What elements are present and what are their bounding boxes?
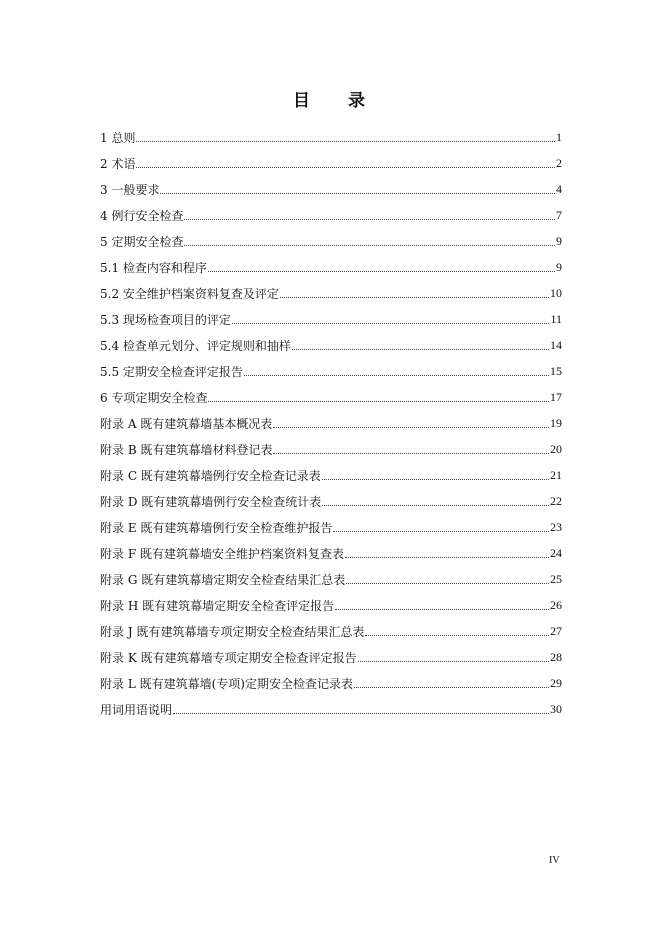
- dot-leader: [244, 374, 549, 376]
- dot-leader: [208, 400, 549, 402]
- dot-leader: [160, 192, 555, 194]
- dot-leader: [173, 712, 549, 714]
- dot-leader: [232, 322, 550, 324]
- toc-entry-title: 1 总则: [100, 130, 136, 145]
- toc-entry[interactable]: [100, 254, 562, 280]
- dot-leader: [292, 348, 549, 350]
- toc-entry-page: 15: [550, 363, 562, 378]
- toc-entry-title: 3 一般要求: [100, 182, 160, 197]
- toc-entry-page: 26: [550, 597, 562, 612]
- dot-leader: [322, 504, 549, 506]
- dot-leader: [335, 608, 549, 610]
- table-of-contents: [100, 124, 562, 722]
- dot-leader: [345, 556, 549, 558]
- toc-entry[interactable]: [100, 696, 562, 722]
- toc-entry-title: 4 例行安全检查: [100, 208, 184, 223]
- toc-entry-title: 5.3 现场检查项目的评定: [100, 312, 231, 327]
- toc-entry[interactable]: [100, 670, 562, 696]
- toc-entry[interactable]: [100, 306, 562, 332]
- toc-entry-page: 10: [550, 285, 562, 300]
- toc-entry[interactable]: [100, 618, 562, 644]
- toc-entry-page: 30: [550, 701, 562, 716]
- toc-entry-page: 25: [550, 571, 562, 586]
- toc-entry-page: 11: [550, 311, 562, 326]
- toc-entry-page: 19: [550, 415, 562, 430]
- toc-entry-title: 2 术语: [100, 156, 136, 171]
- page-number: IV: [549, 855, 560, 866]
- toc-entry-page: 21: [550, 467, 562, 482]
- dot-leader: [273, 452, 549, 454]
- toc-entry-page: 17: [550, 389, 562, 404]
- toc-entry[interactable]: [100, 384, 562, 410]
- dot-leader: [280, 296, 549, 298]
- toc-entry[interactable]: [100, 358, 562, 384]
- dot-leader: [333, 530, 549, 532]
- toc-entry-page: 23: [550, 519, 562, 534]
- toc-entry-page: 27: [550, 623, 562, 638]
- dot-leader: [136, 140, 555, 142]
- toc-entry-title: 6 专项定期安全检查: [100, 390, 208, 405]
- toc-entry-page: 9: [556, 259, 562, 274]
- toc-entry-title: 附录 L 既有建筑幕墙(专项)定期安全检查记录表: [100, 676, 353, 691]
- page-title: 目 录: [293, 91, 381, 111]
- toc-entry-page: 14: [550, 337, 562, 352]
- dot-leader: [273, 426, 549, 428]
- toc-entry[interactable]: [100, 540, 562, 566]
- toc-entry-title: 附录 H 既有建筑幕墙定期安全检查评定报告: [100, 598, 335, 613]
- toc-entry[interactable]: [100, 566, 562, 592]
- toc-entry-title: 5.5 定期安全检查评定报告: [100, 364, 243, 379]
- toc-entry-page: 29: [550, 675, 562, 690]
- toc-entry[interactable]: [100, 202, 562, 228]
- dot-leader: [346, 582, 549, 584]
- toc-entry-title: 附录 F 既有建筑幕墙安全维护档案资料复查表: [100, 546, 344, 561]
- toc-entry-page: 28: [550, 649, 562, 664]
- toc-entry-title: 附录 B 既有建筑幕墙材料登记表: [100, 442, 273, 457]
- toc-entry-title: 附录 C 既有建筑幕墙例行安全检查记录表: [100, 468, 321, 483]
- toc-entry-title: 用词用语说明: [100, 702, 173, 717]
- toc-entry[interactable]: [100, 592, 562, 618]
- toc-entry-title: 5.1 检查内容和程序: [100, 260, 207, 275]
- toc-entry[interactable]: [100, 644, 562, 670]
- toc-entry[interactable]: [100, 514, 562, 540]
- toc-entry-page: 22: [550, 493, 562, 508]
- toc-entry[interactable]: [100, 228, 562, 254]
- toc-entry-title: 5.4 检查单元划分、评定规则和抽样: [100, 338, 291, 353]
- toc-entry-title: 附录 K 既有建筑幕墙专项定期安全检查评定报告: [100, 650, 357, 665]
- toc-entry[interactable]: [100, 332, 562, 358]
- dot-leader: [358, 660, 549, 662]
- toc-entry-page: 20: [550, 441, 562, 456]
- toc-entry[interactable]: [100, 436, 562, 462]
- toc-entry-title: 5.2 安全维护档案资料复查及评定: [100, 286, 279, 301]
- dot-leader: [365, 634, 549, 636]
- dot-leader: [354, 686, 549, 688]
- toc-entry[interactable]: [100, 280, 562, 306]
- toc-entry-page: 9: [556, 233, 562, 248]
- toc-entry[interactable]: [100, 150, 562, 176]
- dot-leader: [322, 478, 549, 480]
- toc-entry[interactable]: [100, 488, 562, 514]
- toc-entry[interactable]: [100, 124, 562, 150]
- toc-entry-page: 2: [556, 155, 562, 170]
- toc-entry[interactable]: [100, 176, 562, 202]
- toc-entry-page: 7: [556, 207, 562, 222]
- toc-entry-title: 附录 J 既有建筑幕墙专项定期安全检查结果汇总表: [100, 624, 365, 639]
- toc-entry-title: 5 定期安全检查: [100, 234, 184, 249]
- dot-leader: [208, 270, 555, 272]
- toc-entry-title: 附录 D 既有建筑幕墙例行安全检查统计表: [100, 494, 322, 509]
- toc-entry-title: 附录 A 既有建筑幕墙基本概况表: [100, 416, 273, 431]
- toc-entry-title: 附录 G 既有建筑幕墙定期安全检查结果汇总表: [100, 572, 346, 587]
- toc-entry-page: 1: [556, 129, 562, 144]
- toc-entry-page: 24: [550, 545, 562, 560]
- dot-leader: [184, 244, 555, 246]
- toc-entry-page: 4: [556, 181, 562, 196]
- toc-entry[interactable]: [100, 462, 562, 488]
- dot-leader: [184, 218, 555, 220]
- toc-entry[interactable]: [100, 410, 562, 436]
- dot-leader: [136, 166, 555, 168]
- toc-entry-title: 附录 E 既有建筑幕墙例行安全检查维护报告: [100, 520, 333, 535]
